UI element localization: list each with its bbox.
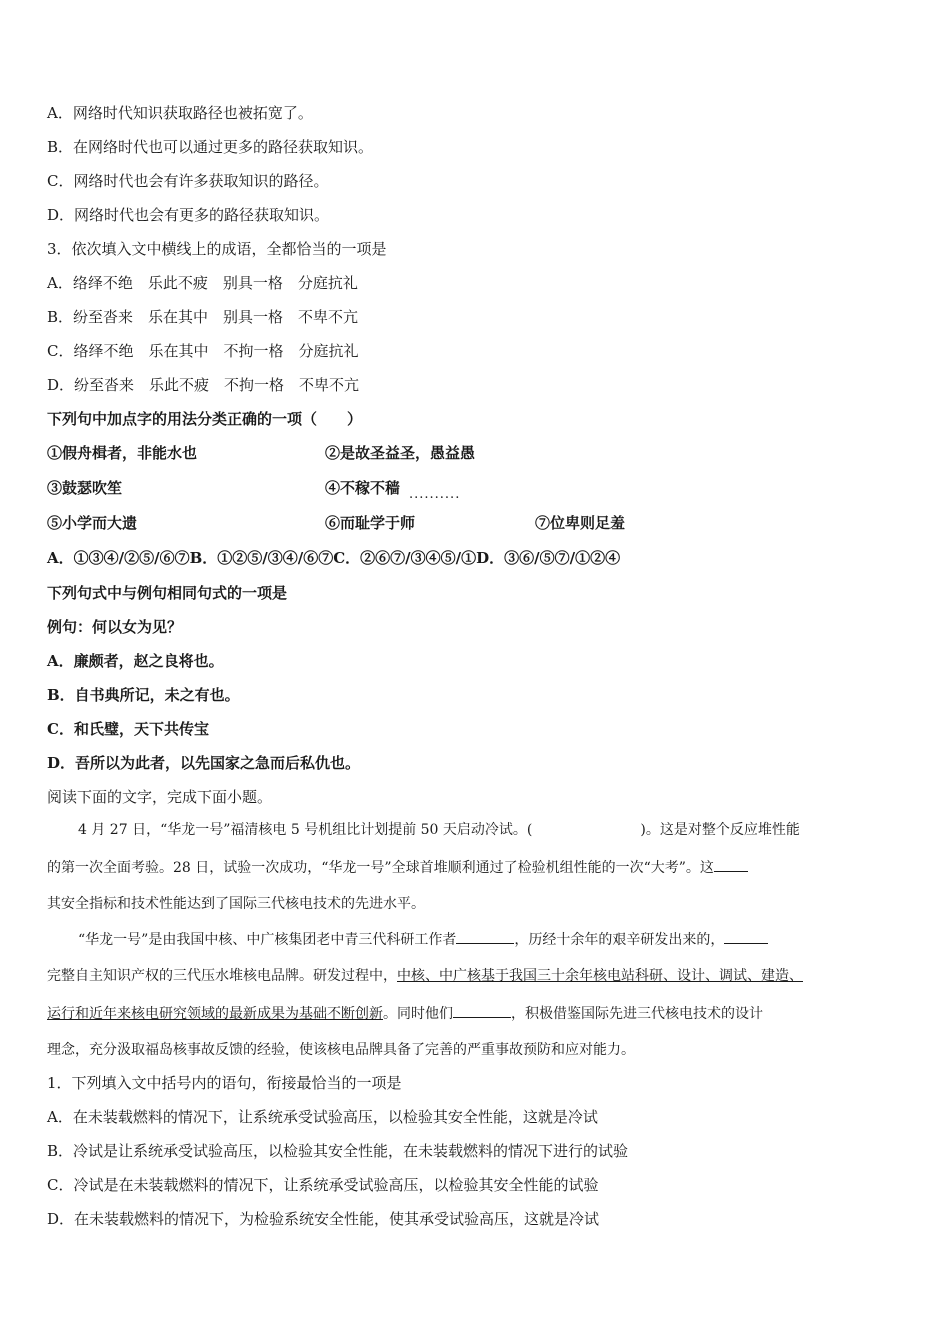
- q1-stem: 1．下列填入文中括号内的语句，衔接最恰当的一项是: [47, 1074, 402, 1092]
- q-syntax-example: 例句：何以女为见？: [47, 618, 183, 636]
- answer-blank[interactable]: [724, 929, 768, 944]
- answer-blank[interactable]: [453, 1003, 511, 1018]
- answer-blank[interactable]: [456, 929, 514, 944]
- underlined-sentence: 中核、中广核基于我国三十余年核电站科研、设计、调试、建造、: [397, 968, 803, 984]
- passage-p2-line3: 运行和近年来核电研究领域的最新成果为基础不断创新。同时他们 ，积极借鉴国际先进三代核电技术的设计: [47, 1003, 763, 1024]
- q1-option-a: A．在未装载燃料的情况下，让系统承受试验高压，以检验其安全性能，这就是冷试: [47, 1108, 598, 1126]
- q-syntax-option-c: C．和氏璧，天下共传宝: [47, 720, 209, 738]
- q-dots-item-2: ②是故圣益圣，愚益愚: [325, 444, 476, 462]
- q-dots-item-3: ③鼓瑟吹笙: [47, 479, 123, 497]
- q3-option-a: A．络绎不绝 乐此不疲 别具一格 分庭抗礼: [47, 274, 358, 292]
- q3-option-b: B．纷至沓来 乐在其中 别具一格 不卑不亢: [47, 308, 359, 326]
- passage-p1-line1: 4 月 27 日，“华龙一号”福清核电 5 号机组比计划提前 50 天启动冷试。( )。这是对整个反应堆性能: [78, 822, 800, 838]
- q2-option-a: A．网络时代知识获取路径也被拓宽了。: [47, 104, 313, 122]
- passage-p2-line2: 完整自主知识产权的三代压水堆核电品牌。研发过程中，中核、中广核基于我国三十余年核电站科研、设计、调试、建造、: [47, 968, 803, 984]
- q-syntax-option-a: A．廉颇者，赵之良将也。: [47, 652, 224, 670]
- reading-intro: 阅读下面的文字，完成下面小题。: [47, 788, 273, 806]
- q1-option-d: D．在未装载燃料的情况下，为检验系统安全性能，使其承受试验高压，这就是冷试: [47, 1210, 600, 1228]
- passage-p1-line2: 的第一次全面考验。28 日，试验一次成功，“华龙一号”全球首堆顺利通过了检验机组性能的一次“大考”。这: [47, 857, 748, 878]
- passage-p2-line1: “华龙一号”是由我国中核、中广核集团老中青三代科研工作者 ，历经十余年的艰辛研发出来的，: [78, 929, 768, 950]
- q3-option-c: C．络绎不绝 乐在其中 不拘一格 分庭抗礼: [47, 342, 359, 360]
- q-dots-options: A．①③④/②⑤/⑥⑦B．①②⑤/③④/⑥⑦C．②⑥⑦/③④⑤/①D．③⑥/⑤⑦/①②④: [47, 549, 621, 567]
- answer-blank[interactable]: [714, 857, 748, 872]
- q2-option-c: C．网络时代也会有许多获取知识的路径。: [47, 172, 329, 190]
- q1-option-b: B．冷试是让系统承受试验高压，以检验其安全性能，在未装载燃料的情况下进行的试验: [47, 1142, 629, 1160]
- q-dots-item-4: ④不稼不穑: [325, 479, 401, 497]
- q-syntax-option-d: D．吾所以为此者，以先国家之急而后私仇也。: [47, 754, 361, 772]
- q1-option-c: C．冷试是在未装载燃料的情况下，让系统承受试验高压，以检验其安全性能的试验: [47, 1176, 599, 1194]
- q-dots-item-5: ⑤小学而大遗: [47, 514, 138, 532]
- q2-option-d: D．网络时代也会有更多的路径获取知识。: [47, 206, 330, 224]
- q3-stem: 3．依次填入文中横线上的成语，全都恰当的一项是: [47, 240, 387, 258]
- q3-option-d: D．纷至沓来 乐此不疲 不拘一格 不卑不亢: [47, 376, 360, 394]
- q-dots-stem: 下列句中加点字的用法分类正确的一项（ ）: [47, 410, 363, 428]
- q-syntax-stem: 下列句式中与例句相同句式的一项是: [47, 584, 288, 602]
- passage-p1-line3: 其安全指标和技术性能达到了国际三代核电技术的先进水平。: [47, 896, 425, 912]
- q2-option-b: B．在网络时代也可以通过更多的路径获取知识。: [47, 138, 374, 156]
- q-syntax-option-b: B．自书典所记，未之有也。: [47, 686, 240, 704]
- q-dots-item-7: ⑦位卑则足羞: [535, 514, 626, 532]
- passage-p2-line4: 理念，充分汲取福岛核事故反馈的经验，使该核电品牌具备了完善的严重事故预防和应对能力。: [47, 1042, 635, 1058]
- q-dots-item-6: ⑥而耻学于师: [325, 514, 416, 532]
- emphasis-dots: ..........: [409, 487, 461, 502]
- q-dots-item-1: ①假舟楫者，非能水也: [47, 444, 198, 462]
- underlined-sentence: 运行和近年来核电研究领域的最新成果为基础不断创新: [47, 1006, 383, 1022]
